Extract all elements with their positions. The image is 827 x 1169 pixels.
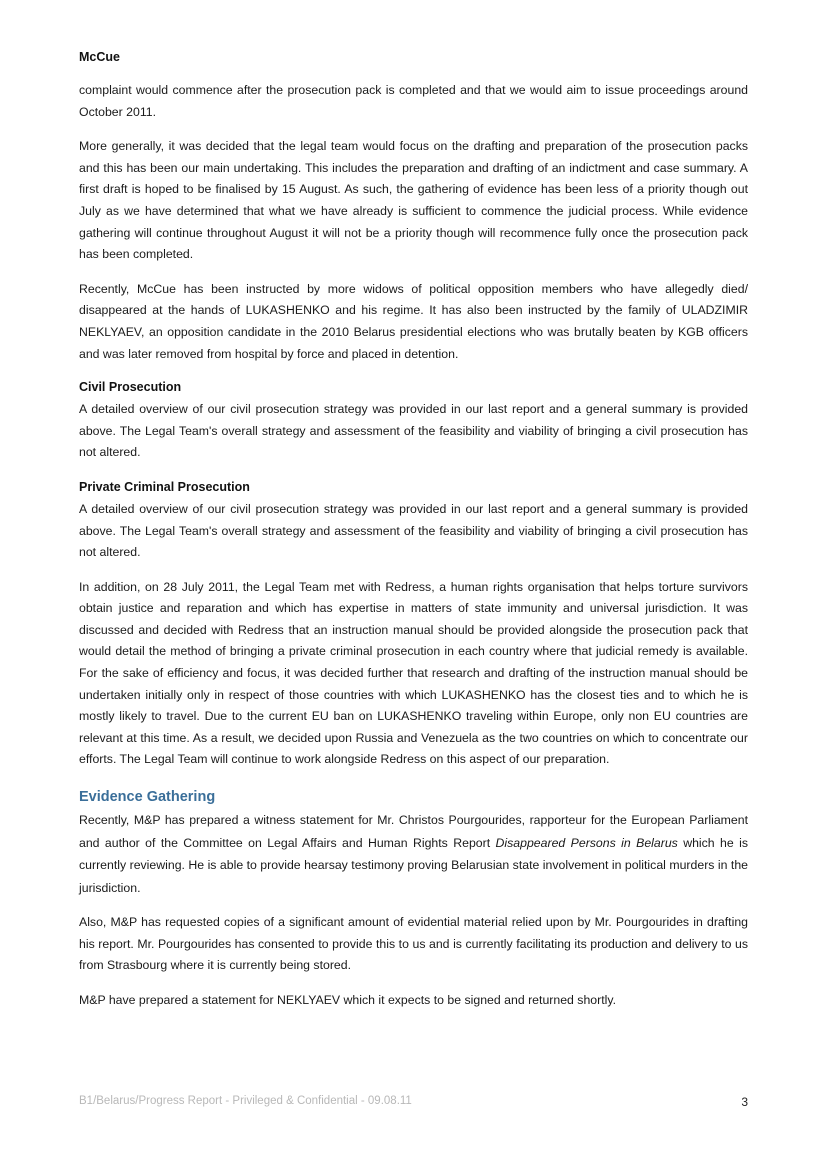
header-name: McCue — [79, 50, 120, 64]
document-page — [79, 0, 748, 1024]
footer-text: B1/Belarus/Progress Report - Privileged & Confidential - 09.08.11 — [79, 1095, 412, 1107]
paragraph-8: Also, M&P has requested copies of a significant amount of evidential material relied upon by Mr. Pourgourides in drafting his report. Mr. Pourgourides has consented to provide this to us and is currently facilitating its production and delivery to us from Strasbourg where it is currently being stored. — [79, 915, 748, 973]
paragraph-7-part-a: Recently, M&P has prepared a witness statement for Mr. Christos Pourgourides, rapporteur for the European Parliament and author of the Committee on Legal Affairs and Human Rights Report — [79, 813, 748, 850]
civil-prosecution-heading: Civil Prosecution — [79, 380, 182, 395]
page-number: 3 — [741, 1095, 748, 1109]
paragraph-3: Recently, McCue has been instructed by more widows of political opposition members who have allegedly died/ disappeared at the hands of LUKASHENKO and his regime. It has also been instructed by the family of ULADZIMIR NEKLYAEV, an opposition candidate in the 2010 Belarus presidential elections who was brutally beaten by KGB officers and was later removed from hospital by force and placed in detention. — [79, 281, 748, 361]
paragraph-9: M&P have prepared a statement for NEKLYAEV which it expects to be signed and returned shortly. — [79, 992, 617, 1007]
evidence-gathering-heading: Evidence Gathering — [79, 789, 216, 806]
paragraph-5: A detailed overview of our civil prosecution strategy was provided in our last report and a general summary is provided above. The Legal Team's overall strategy and assessment of the feasibility and viability of bringing a civil prosecution has not altered. — [79, 501, 748, 560]
paragraph-4: A detailed overview of our civil prosecution strategy was provided in our last report and a general summary is provided above. The Legal Team's overall strategy and assessment of the feasibility and viability of bringing a civil prosecution has not altered. — [79, 402, 748, 460]
paragraph-7-part-b: which he is currently reviewing. He is able to provide hearsay testimony proving Belarusian state involvement in political murders in the jurisdiction. — [79, 835, 748, 895]
paragraph-2: More generally, it was decided that the legal team would focus on the drafting and preparation of the prosecution packs and this has been our main undertaking. This includes the preparation and drafting of an indictment and case summary. A first draft is hoped to be finalised by 15 August. As such, the gathering of evidence has been less of a priority though out July as we have determined that what we have already is sufficient to commence the judicial process. While evidence gathering will continue throughout August it will not be a priority though will recommence fully once the prosecution pack has been completed. — [79, 139, 748, 262]
paragraph-6: In addition, on 28 July 2011, the Legal Team met with Redress, a human rights organisation that helps torture survivors obtain justice and reparation and which has expertise in matters of state immunity and universal jurisdiction. It was discussed and decided with Redress that an instruction manual should be provided alongside the prosecution pack that would detail the method of bringing a private criminal prosecution in each country where that judicial remedy is available. For the sake of efficiency and focus, it was decided further that research and drafting of the instruction manual should be undertaken initially only in respect of those countries with which LUKASHENKO has the closest ties and to which he is mostly likely to travel. Due to the current EU ban on LUKASHENKO traveling within Europe, only non EU countries are relevant at this time. As a result, we decided upon Russia and Venezuela as the two countries on which to concentrate our efforts. The Legal Team will continue to work alongside Redress on this aspect of our preparation. — [79, 579, 748, 767]
paragraph-7 — [79, 809, 748, 899]
paragraph-1: complaint would commence after the prosecution pack is completed and that we would aim to issue proceedings around October 2011. — [79, 83, 748, 119]
private-criminal-prosecution-heading: Private Criminal Prosecution — [79, 479, 250, 494]
report-title: Disappeared Persons in Belarus — [495, 835, 678, 850]
page-footer — [79, 1095, 748, 1107]
